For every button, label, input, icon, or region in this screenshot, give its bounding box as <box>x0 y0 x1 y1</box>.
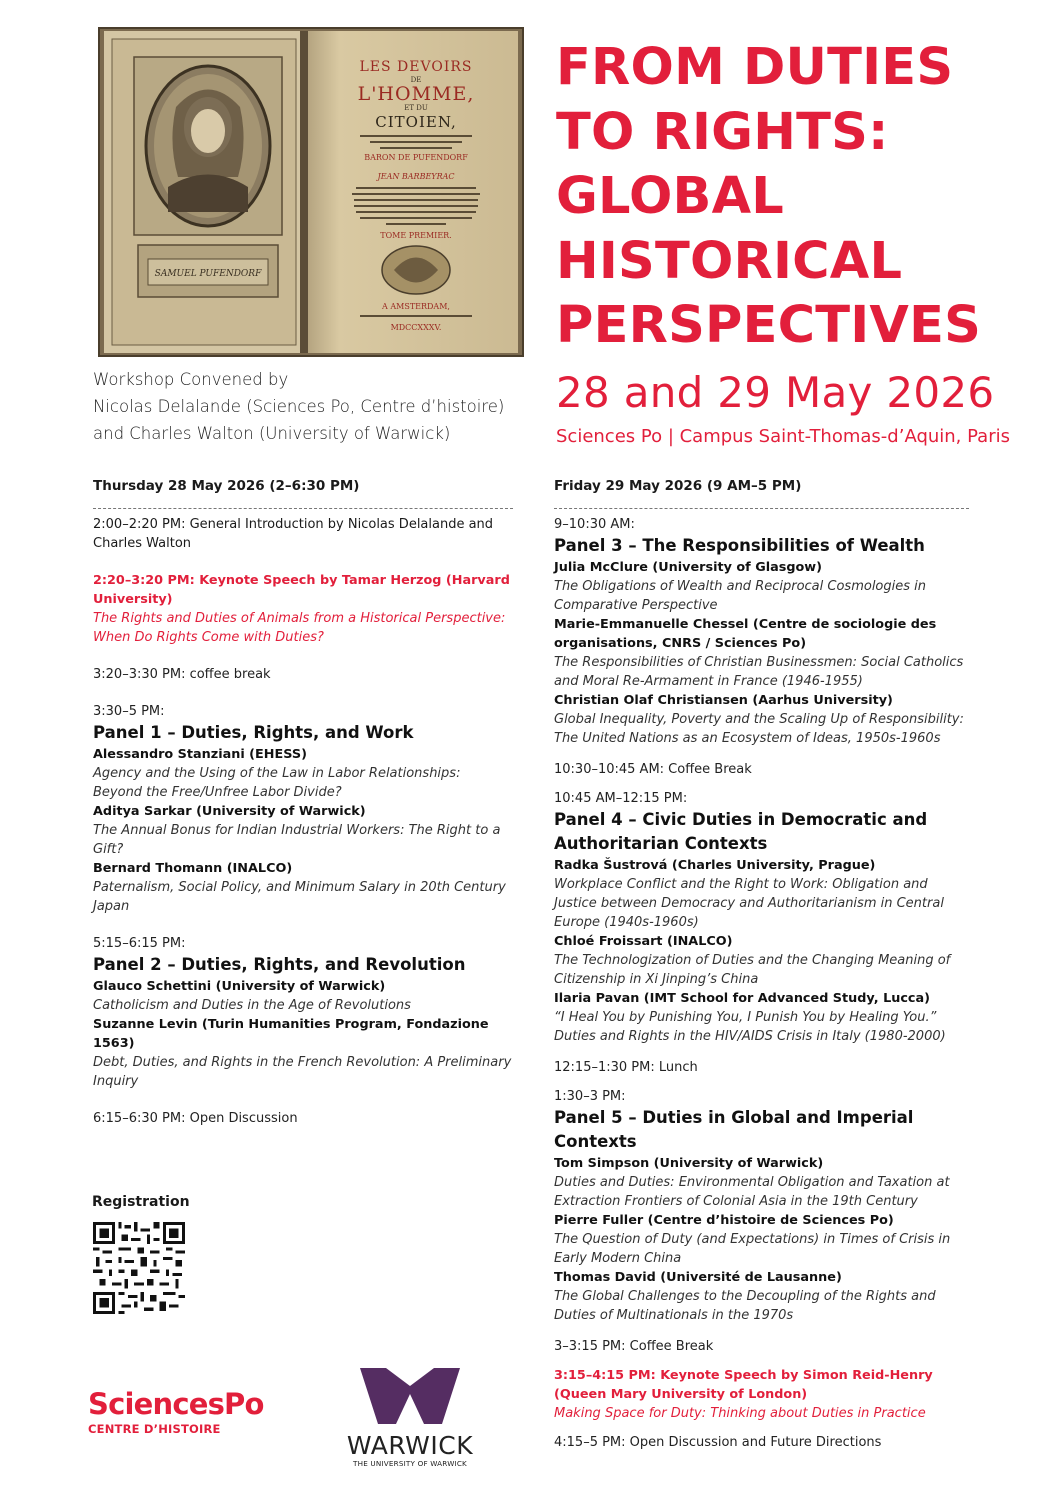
panel-3 <box>554 515 969 748</box>
panel-1 <box>93 702 513 916</box>
day1-column <box>93 476 513 1128</box>
keynote-label: 3:15–4:15 PM: Keynote Speech by Simon Reid-Henry (Queen Mary University of London) <box>554 1368 933 1402</box>
speaker-name: Tom Simpson (University of Warwick) <box>554 1156 824 1171</box>
book-line-4: ET DU <box>404 104 428 112</box>
panel-title: Panel 5 – Duties in Global and Imperial Contexts <box>554 1108 914 1151</box>
day2-divider <box>554 508 969 509</box>
speaker-name: Marie-Emmanuelle Chessel (Centre de sociologie des organisations, CNRS / Sciences Po) <box>554 617 937 651</box>
registration-label: Registration <box>92 1194 190 1210</box>
book-line-1: LES DEVOIRS <box>359 59 473 75</box>
title-line-4: HISTORICAL <box>556 231 903 291</box>
speaker-name: Bernard Thomann (INALCO) <box>93 861 293 876</box>
speaker-name: Julia McClure (University of Glasgow) <box>554 560 822 575</box>
talk-title: Debt, Duties, and Rights in the French Revolution: A Preliminary Inquiry <box>93 1055 512 1089</box>
day2-column <box>554 476 969 1452</box>
portrait-caption: SAMUEL PUFENDORF <box>154 269 262 279</box>
talk-title: Catholicism and Duties in the Age of Revolutions <box>93 998 411 1013</box>
panel-time: 5:15–6:15 PM: <box>93 936 186 951</box>
day2-heading: Friday 29 May 2026 (9 AM–5 PM) <box>554 478 802 494</box>
talk-title: The Question of Duty (and Expectations) in Times of Crisis in Early Modern China <box>554 1232 951 1266</box>
sciences-po-logo <box>88 1388 264 1436</box>
talk-title: Agency and the Using of the Law in Labor Relationships: Beyond the Free/Unfree Labor Divide? <box>93 766 461 800</box>
talk-title: The Responsibilities of Christian Businessmen: Social Catholics and Moral Re-Armament in France (1946-1955) <box>554 655 964 689</box>
day2-break-1: 10:30–10:45 AM: Coffee Break <box>554 762 752 777</box>
speaker-name: Christian Olaf Christiansen (Aarhus University) <box>554 693 893 708</box>
keynote-label: 2:20–3:20 PM: Keynote Speech by Tamar Herzog (Harvard University) <box>93 573 510 607</box>
warwick-name: WARWICK <box>346 1431 474 1460</box>
book-line-8: TOME PREMIER. <box>380 231 452 240</box>
title-line-5: PERSPECTIVES <box>556 296 982 355</box>
warwick-subtitle: THE UNIVERSITY OF WARWICK <box>353 1459 467 1468</box>
day1-closing: 6:15–6:30 PM: Open Discussion <box>93 1111 298 1126</box>
day1-divider <box>93 508 513 509</box>
sciences-po-subtitle: CENTRE D’HISTOIRE <box>88 1422 221 1436</box>
convened-line-2: Nicolas Delalande (Sciences Po, Centre d’histoire) <box>93 397 505 416</box>
book-illustration <box>98 27 524 357</box>
talk-title: The Annual Bonus for Indian Industrial Workers: The Right to a Gift? <box>93 823 501 857</box>
title-line-2: TO RIGHTS: <box>556 102 889 162</box>
panel-title: Panel 4 – Civic Duties in Democratic and Authoritarian Contexts <box>554 810 928 853</box>
page-title <box>556 36 1026 359</box>
title-line-1: FROM DUTIES <box>556 38 954 97</box>
book-line-5: CITOIEN, <box>375 113 457 131</box>
book-line-10: MDCCXXXV. <box>390 323 442 332</box>
registration-qr-code[interactable] <box>93 1222 185 1314</box>
panel-title: Panel 1 – Duties, Rights, and Work <box>93 723 414 742</box>
panel-time: 10:45 AM–12:15 PM: <box>554 791 688 806</box>
day1-keynote <box>93 571 513 647</box>
keynote-talk: Making Space for Duty: Thinking about Duties in Practice <box>554 1406 926 1421</box>
keynote-talk: The Rights and Duties of Animals from a Historical Perspective: When Do Rights Come with Duties? <box>93 611 506 645</box>
convened-line-3: and Charles Walton (University of Warwick) <box>93 424 451 443</box>
speaker-name: Radka Šustrová (Charles University, Prague) <box>554 858 876 873</box>
panel-title: Panel 3 – The Responsibilities of Wealth <box>554 536 925 555</box>
talk-title: Paternalism, Social Policy, and Minimum Salary in 20th Century Japan <box>93 880 506 914</box>
book-line-9: A AMSTERDAM, <box>382 302 450 311</box>
event-dates: 28 and 29 May 2026 <box>556 368 995 417</box>
talk-title: The Obligations of Wealth and Reciprocal Cosmologies in Comparative Perspective <box>554 579 926 613</box>
panel-title: Panel 2 – Duties, Rights, and Revolution <box>93 955 466 974</box>
speaker-name: Glauco Schettini (University of Warwick) <box>93 979 386 994</box>
talk-title: “I Heal You by Punishing You, I Punish You by Healing You.” Duties and Rights in the HIV/AIDS Crisis in Italy (1980-2000) <box>554 1010 946 1044</box>
speaker-name: Ilaria Pavan (IMT School for Advanced Study, Lucca) <box>554 991 930 1006</box>
panel-4 <box>554 789 969 1046</box>
panel-time: 3:30–5 PM: <box>93 704 165 719</box>
title-line-3: GLOBAL <box>556 167 784 226</box>
talk-title: The Technologization of Duties and the Changing Meaning of Citizenship in Xi Jinping’s China <box>554 953 951 987</box>
panel-time: 9–10:30 AM: <box>554 517 635 532</box>
book-line-3: L'HOMME, <box>357 83 475 105</box>
talk-title: Duties and Duties: Environmental Obligation and Taxation at Extraction Frontiers of Colonial Asia in the 19th Century <box>554 1175 950 1209</box>
day2-keynote <box>554 1366 969 1423</box>
speaker-name: Pierre Fuller (Centre d’histoire de Sciences Po) <box>554 1213 894 1228</box>
event-venue: Sciences Po | Campus Saint-Thomas-d’Aquin, Paris <box>556 426 1010 447</box>
warwick-logo <box>336 1368 484 1468</box>
book-line-2: DE <box>410 76 422 84</box>
talk-title: Workplace Conflict and the Right to Work: Obligation and Justice between Democracy and Authoritarianism in Central Europe (1940s-1960s) <box>554 877 944 930</box>
panel-2 <box>93 934 513 1091</box>
day2-lunch: 12:15–1:30 PM: Lunch <box>554 1060 698 1075</box>
book-line-7: JEAN BARBEYRAC <box>377 172 455 181</box>
panel-5 <box>554 1087 969 1325</box>
convened-line-1: Workshop Convened by <box>93 370 289 389</box>
speaker-name: Aditya Sarkar (University of Warwick) <box>93 804 366 819</box>
day2-closing: 4:15–5 PM: Open Discussion and Future Directions <box>554 1435 882 1450</box>
speaker-name: Alessandro Stanziani (EHESS) <box>93 747 307 762</box>
day1-heading: Thursday 28 May 2026 (2–6:30 PM) <box>93 478 360 494</box>
talk-title: Global Inequality, Poverty and the Scaling Up of Responsibility: The United Nations as an Ecosystem of Ideas, 1950s-1960s <box>554 712 964 746</box>
speaker-name: Chloé Froissart (INALCO) <box>554 934 733 949</box>
panel-time: 1:30–3 PM: <box>554 1089 626 1104</box>
speaker-name: Thomas David (Université de Lausanne) <box>554 1270 842 1285</box>
convened-by <box>93 366 533 447</box>
warwick-shield-icon <box>360 1368 460 1424</box>
book-line-6: BARON DE PUFENDORF <box>364 153 468 162</box>
day1-break: 3:20–3:30 PM: coffee break <box>93 667 271 682</box>
day2-break-2: 3–3:15 PM: Coffee Break <box>554 1339 714 1354</box>
talk-title: The Global Challenges to the Decoupling of the Rights and Duties of Multinationals in the 1970s <box>554 1289 936 1323</box>
day1-intro: 2:00–2:20 PM: General Introduction by Nicolas Delalande and Charles Walton <box>93 517 494 551</box>
sciences-po-name: SciencesPo <box>88 1387 264 1421</box>
speaker-name: Suzanne Levin (Turin Humanities Program, Fondazione 1563) <box>93 1017 489 1051</box>
